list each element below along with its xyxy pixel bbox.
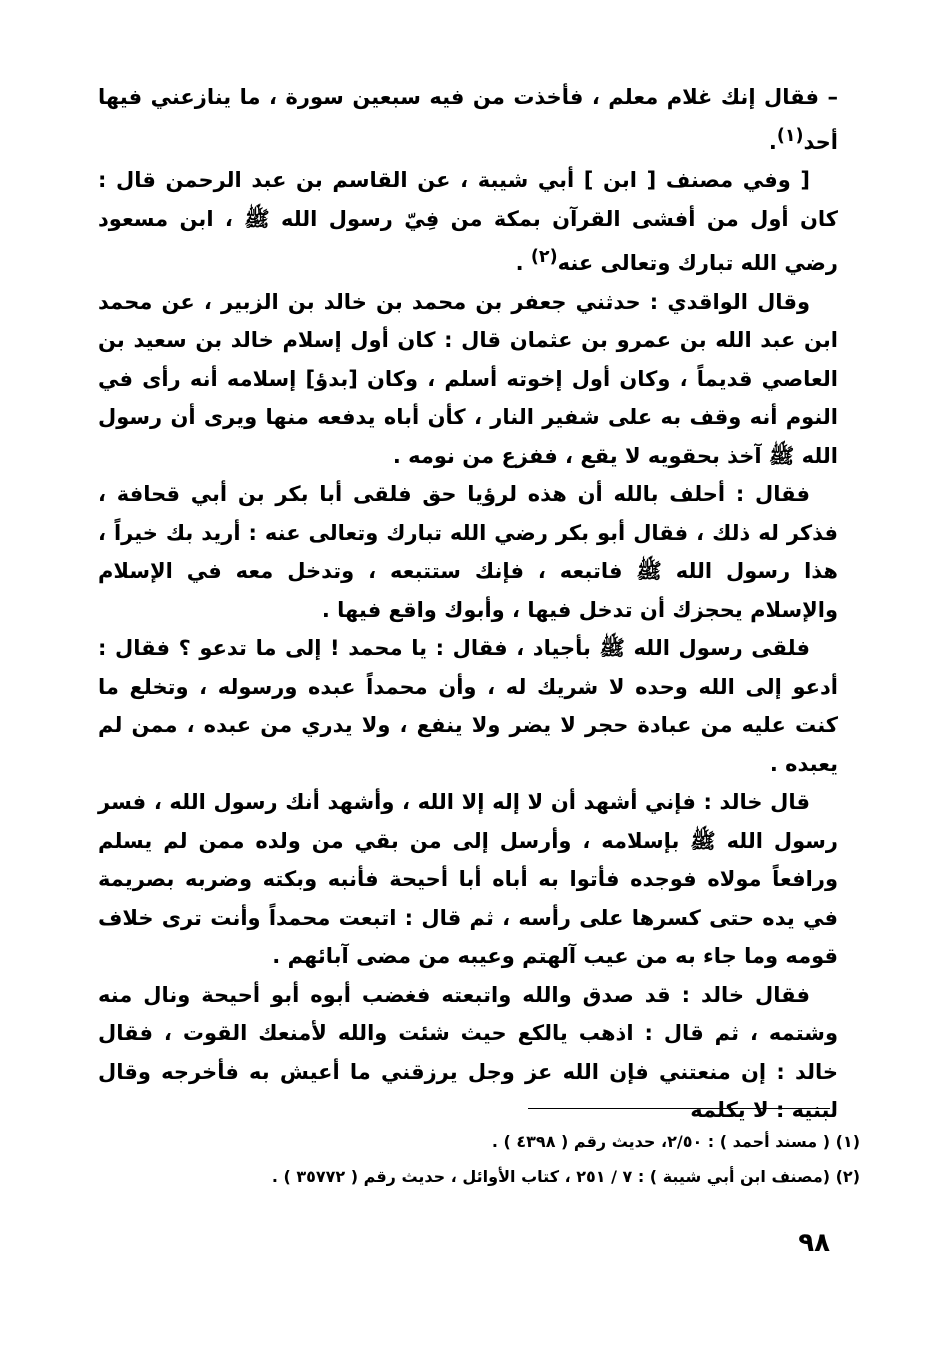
paragraph-4: فقال : أحلف بالله أن هذه لرؤيا حق فلقى أبا بكر بن أبي قحافة ، فذكر له ذلك ، فقال أبو بكر رضي الله تبارك وتعالى عنه : أريد بك خيراً ، هذا رسول الله ﷺ فاتبعه ، فإنك ستتبعه ، وتدخل معه في الإسلام والإسلام يحجزك أن تدخل فيها ، وأبوك واقع فيها . — [98, 482, 838, 622]
paragraph-3: وقال الواقدي : حدثني جعفر بن محمد بن خالد بن الزبير ، عن محمد ابن عبد الله بن عمرو بن عثمان قال : كان أول إسلام خالد بن سعيد بن العاصي قديماً ، وكان أول إخوته أسلم ، وكان [بدؤ] إسلامه أنه رأى في النوم أنه وقف به على شفير النار ، كأن أباه يدفعه منها ويرى أن رسول الله ﷺ آخذ بحقويه لا يقع ، ففزع من نومه . — [98, 289, 838, 468]
paragraph-1: – فقال إنك غلام معلم ، فأخذت من فيه سبعين سورة ، ما ينازعني فيها أحد$^{(١)}$. — [98, 85, 838, 154]
paragraph-5: فلقى رسول الله ﷺ بأجياد ، فقال : يا محمد ! إلى ما تدعو ؟ فقال : أدعو إلى الله وحده لا شريك له ، وأن محمداً عبده ورسوله ، وتخلع ما كنت عليه من عبادة حجر لا يضر ولا ينفع ، ولا يدري من عبده ، ممن لم يعبده . — [98, 636, 838, 776]
footnote-2: (٢) (مصنف ابن أبي شيبة ) : ٧ / ٢٥١ ، كتاب الأوائل ، حديث رقم ( ٣٥٧٧٢ ) . — [271, 1167, 860, 1186]
footnote-ref-1: (١) — [776, 125, 804, 146]
paragraph-2: [ وفي مصنف [ ابن ] أبي شيبة ، عن القاسم بن عبد الرحمن قال : كان أول من أفشى القرآن بمكة من فِيّ رسول الله ﷺ ، ابن مسعود رضي الله تبارك وتعالى عنه$^{(٢)}$ . — [98, 168, 838, 275]
paragraph-7: فقال خالد : قد صدق والله واتبعته فغضب أبوه أبو أحيحة ونال منه وشتمه ، ثم قال : اذهب يالكع حيث شئت والله لأمنعك القوت ، فقال خالد : إن منعتني فإن الله عز وجل يرزقني ما أعيش به فأخرجه وقال لبنيه : لا يكلمه — [98, 982, 838, 1122]
footnotes — [200, 1124, 860, 1194]
page-number: ٩٨ — [798, 1228, 830, 1258]
footnote-ref-2: (٢) — [530, 247, 558, 267]
paragraph-6: قال خالد : فإني أشهد أن لا إله إلا الله ، وأشهد أنك رسول الله ، فسر رسول الله ﷺ بإسلامه ، وأرسل إلى من بقي من ولده ممن لم يسلم ورافعاً مولاه فوجده فأتوا به أباه أبا أحيحة فأنبه وبكته وضربه بصريمة في يده حتى كسرها على رأسه ، ثم قال : اتبعت محمداً وأنت ترى خلاف قومه وما جاء به من عيب آلهتم وعيبه من مضى آبائهم . — [98, 790, 838, 968]
footnote-1: (١) ( مسند أحمد ) : ٢/٥٠، حديث رقم ( ٤٣٩٨ ) . — [491, 1132, 860, 1151]
main-text — [98, 78, 838, 1130]
footnote-divider — [528, 1108, 830, 1109]
